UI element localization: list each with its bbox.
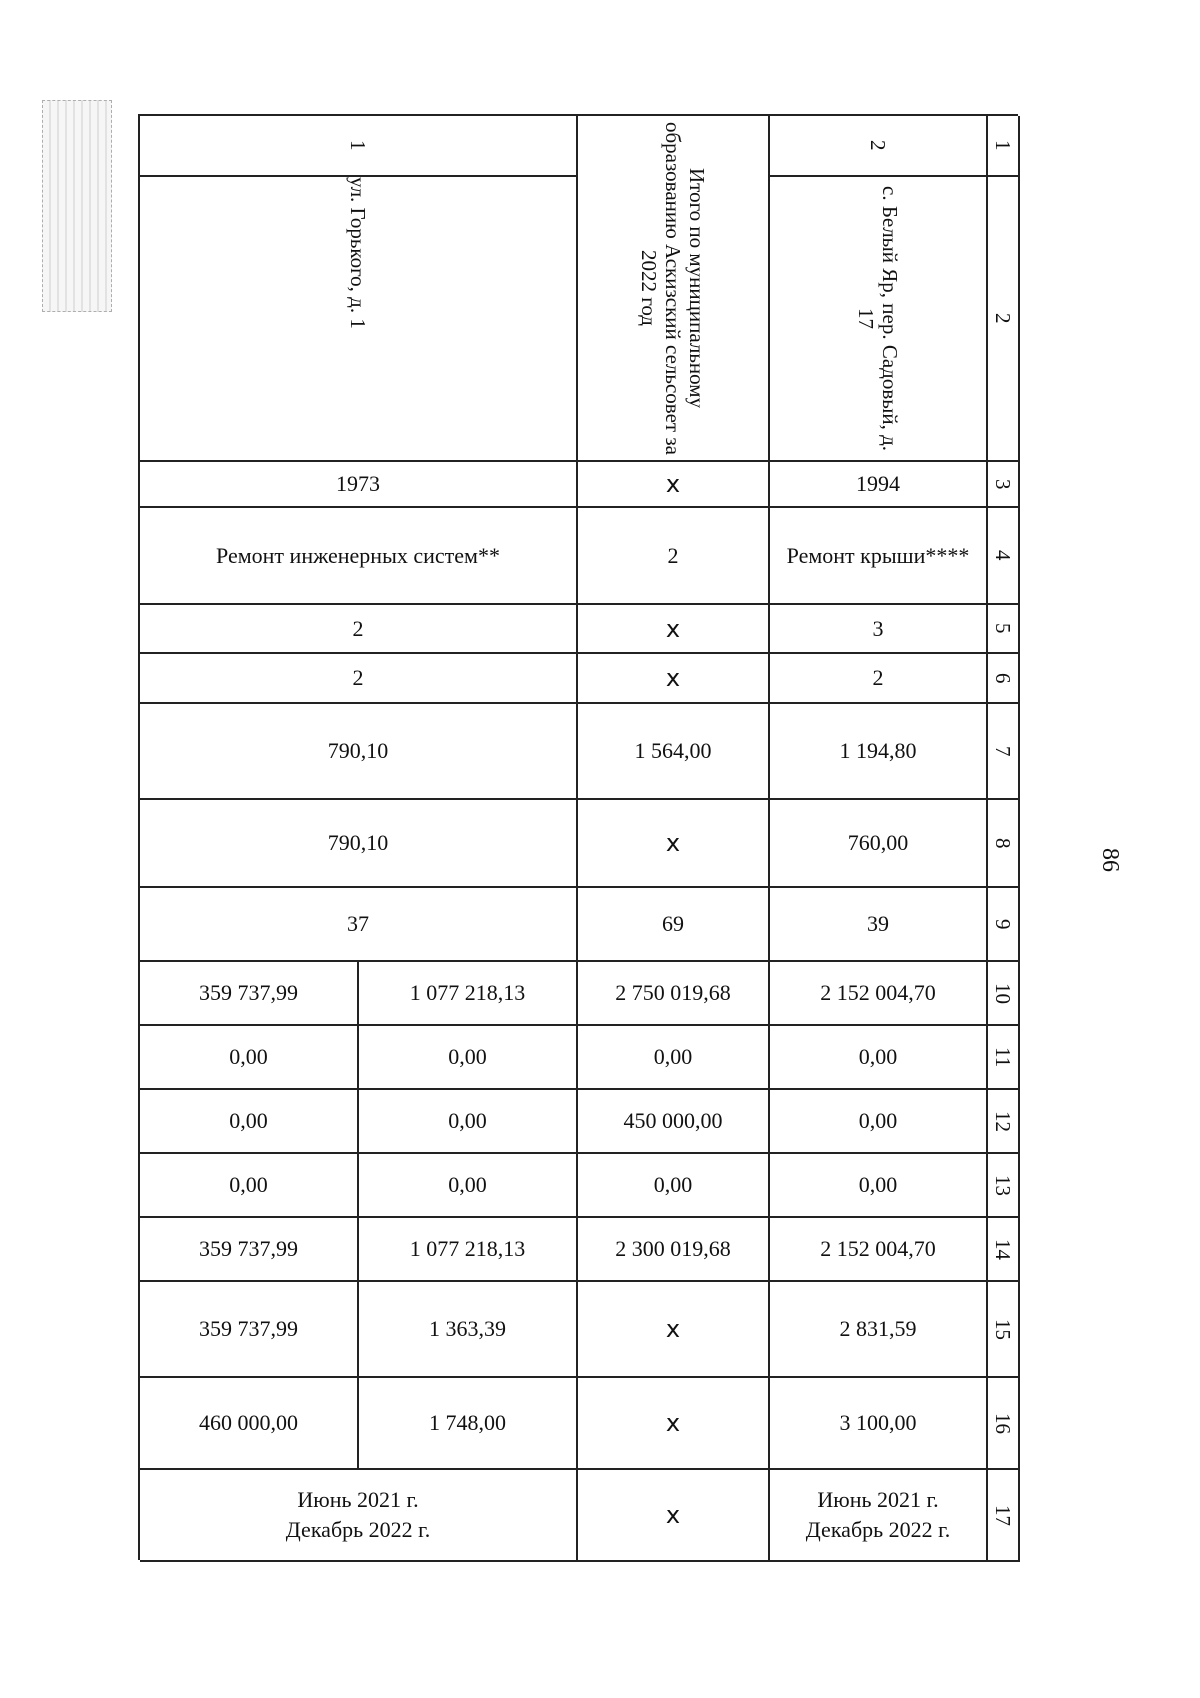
row-number: 3 bbox=[988, 462, 1020, 508]
cell-a2: 0,00 bbox=[359, 1090, 578, 1154]
cell-b: 39 bbox=[770, 888, 988, 962]
row-number: 13 bbox=[988, 1154, 1020, 1218]
cell-b: 3 100,00 bbox=[770, 1378, 988, 1470]
cell-total: 2 300 019,68 bbox=[578, 1218, 770, 1282]
cell-b: 760,00 bbox=[770, 800, 988, 888]
cell-a: 790,10 bbox=[140, 704, 578, 800]
cell-total: 0,00 bbox=[578, 1154, 770, 1218]
cell-a: 790,10 bbox=[140, 800, 578, 888]
row-number: 11 bbox=[988, 1026, 1020, 1090]
cell-total: x bbox=[578, 654, 770, 704]
cell-a: 2 bbox=[140, 605, 578, 654]
row-number: 4 bbox=[988, 508, 1020, 605]
row-number: 17 bbox=[988, 1470, 1020, 1562]
row-number: 16 bbox=[988, 1378, 1020, 1470]
cell-b: 2 152 004,70 bbox=[770, 1218, 988, 1282]
cell-a: 37 bbox=[140, 888, 578, 962]
object-number-b: 2 bbox=[770, 116, 988, 177]
row-number: 1 bbox=[988, 116, 1020, 177]
cell-a1: 0,00 bbox=[140, 1026, 359, 1090]
cell-a1: 0,00 bbox=[140, 1090, 359, 1154]
row-number: 12 bbox=[988, 1090, 1020, 1154]
cell-a2: 1 748,00 bbox=[359, 1378, 578, 1470]
cell-total: x bbox=[578, 1282, 770, 1378]
row-number: 7 bbox=[988, 704, 1020, 800]
cell-b: Ремонт крыши**** bbox=[770, 508, 988, 605]
cell-b: 1 194,80 bbox=[770, 704, 988, 800]
capital-repair-table bbox=[138, 114, 1018, 1560]
cell-b: 3 bbox=[770, 605, 988, 654]
cell-a: 2 bbox=[140, 654, 578, 704]
cell-a1: 359 737,99 bbox=[140, 1282, 359, 1378]
cell-a1: 359 737,99 bbox=[140, 962, 359, 1026]
cell-a1: 359 737,99 bbox=[140, 1218, 359, 1282]
cell-total: x bbox=[578, 1378, 770, 1470]
address-b: с. Белый Яр, пер. Садовый, д. 17 bbox=[770, 177, 988, 462]
row-number: 5 bbox=[988, 605, 1020, 654]
cell-a2: 0,00 bbox=[359, 1026, 578, 1090]
row-number: 9 bbox=[988, 888, 1020, 962]
cell-a2: 0,00 bbox=[359, 1154, 578, 1218]
cell-a2: 1 077 218,13 bbox=[359, 962, 578, 1026]
cell-b: 0,00 bbox=[770, 1026, 988, 1090]
cell-a: 1973 bbox=[140, 462, 578, 508]
cell-b: 2 831,59 bbox=[770, 1282, 988, 1378]
cell-total: 2 750 019,68 bbox=[578, 962, 770, 1026]
cell-b: 2 152 004,70 bbox=[770, 962, 988, 1026]
cell-b: Июнь 2021 г. Декабрь 2022 г. bbox=[770, 1470, 988, 1562]
row-number: 10 bbox=[988, 962, 1020, 1026]
cell-b: 0,00 bbox=[770, 1154, 988, 1218]
page-number: 86 bbox=[1097, 848, 1123, 872]
cell-total: x bbox=[578, 605, 770, 654]
row-number: 8 bbox=[988, 800, 1020, 888]
cell-b: 2 bbox=[770, 654, 988, 704]
row-number: 14 bbox=[988, 1218, 1020, 1282]
row-number: 2 bbox=[988, 177, 1020, 462]
row-number: 6 bbox=[988, 654, 1020, 704]
cell-b: 1994 bbox=[770, 462, 988, 508]
total-column-header: Итого по муниципальному образованию Аскизский сельсовет за 2022 год bbox=[578, 116, 770, 462]
cell-a: Ремонт инженерных систем** bbox=[140, 508, 578, 605]
cell-total: 2 bbox=[578, 508, 770, 605]
address-a: ул. Горького, д. 1 bbox=[140, 177, 578, 462]
cell-a1: 460 000,00 bbox=[140, 1378, 359, 1470]
cell-a: Июнь 2021 г. Декабрь 2022 г. bbox=[140, 1470, 578, 1562]
cell-a1: 0,00 bbox=[140, 1154, 359, 1218]
object-number-a: 1 bbox=[140, 116, 578, 177]
cell-total: 0,00 bbox=[578, 1026, 770, 1090]
row-number: 15 bbox=[988, 1282, 1020, 1378]
cell-total: 450 000,00 bbox=[578, 1090, 770, 1154]
cell-total: 1 564,00 bbox=[578, 704, 770, 800]
cell-total: 69 bbox=[578, 888, 770, 962]
cell-a2: 1 077 218,13 bbox=[359, 1218, 578, 1282]
cell-a2: 1 363,39 bbox=[359, 1282, 578, 1378]
cell-total: x bbox=[578, 462, 770, 508]
registration-stamp bbox=[42, 100, 112, 312]
cell-total: x bbox=[578, 800, 770, 888]
cell-b: 0,00 bbox=[770, 1090, 988, 1154]
cell-total: x bbox=[578, 1470, 770, 1562]
